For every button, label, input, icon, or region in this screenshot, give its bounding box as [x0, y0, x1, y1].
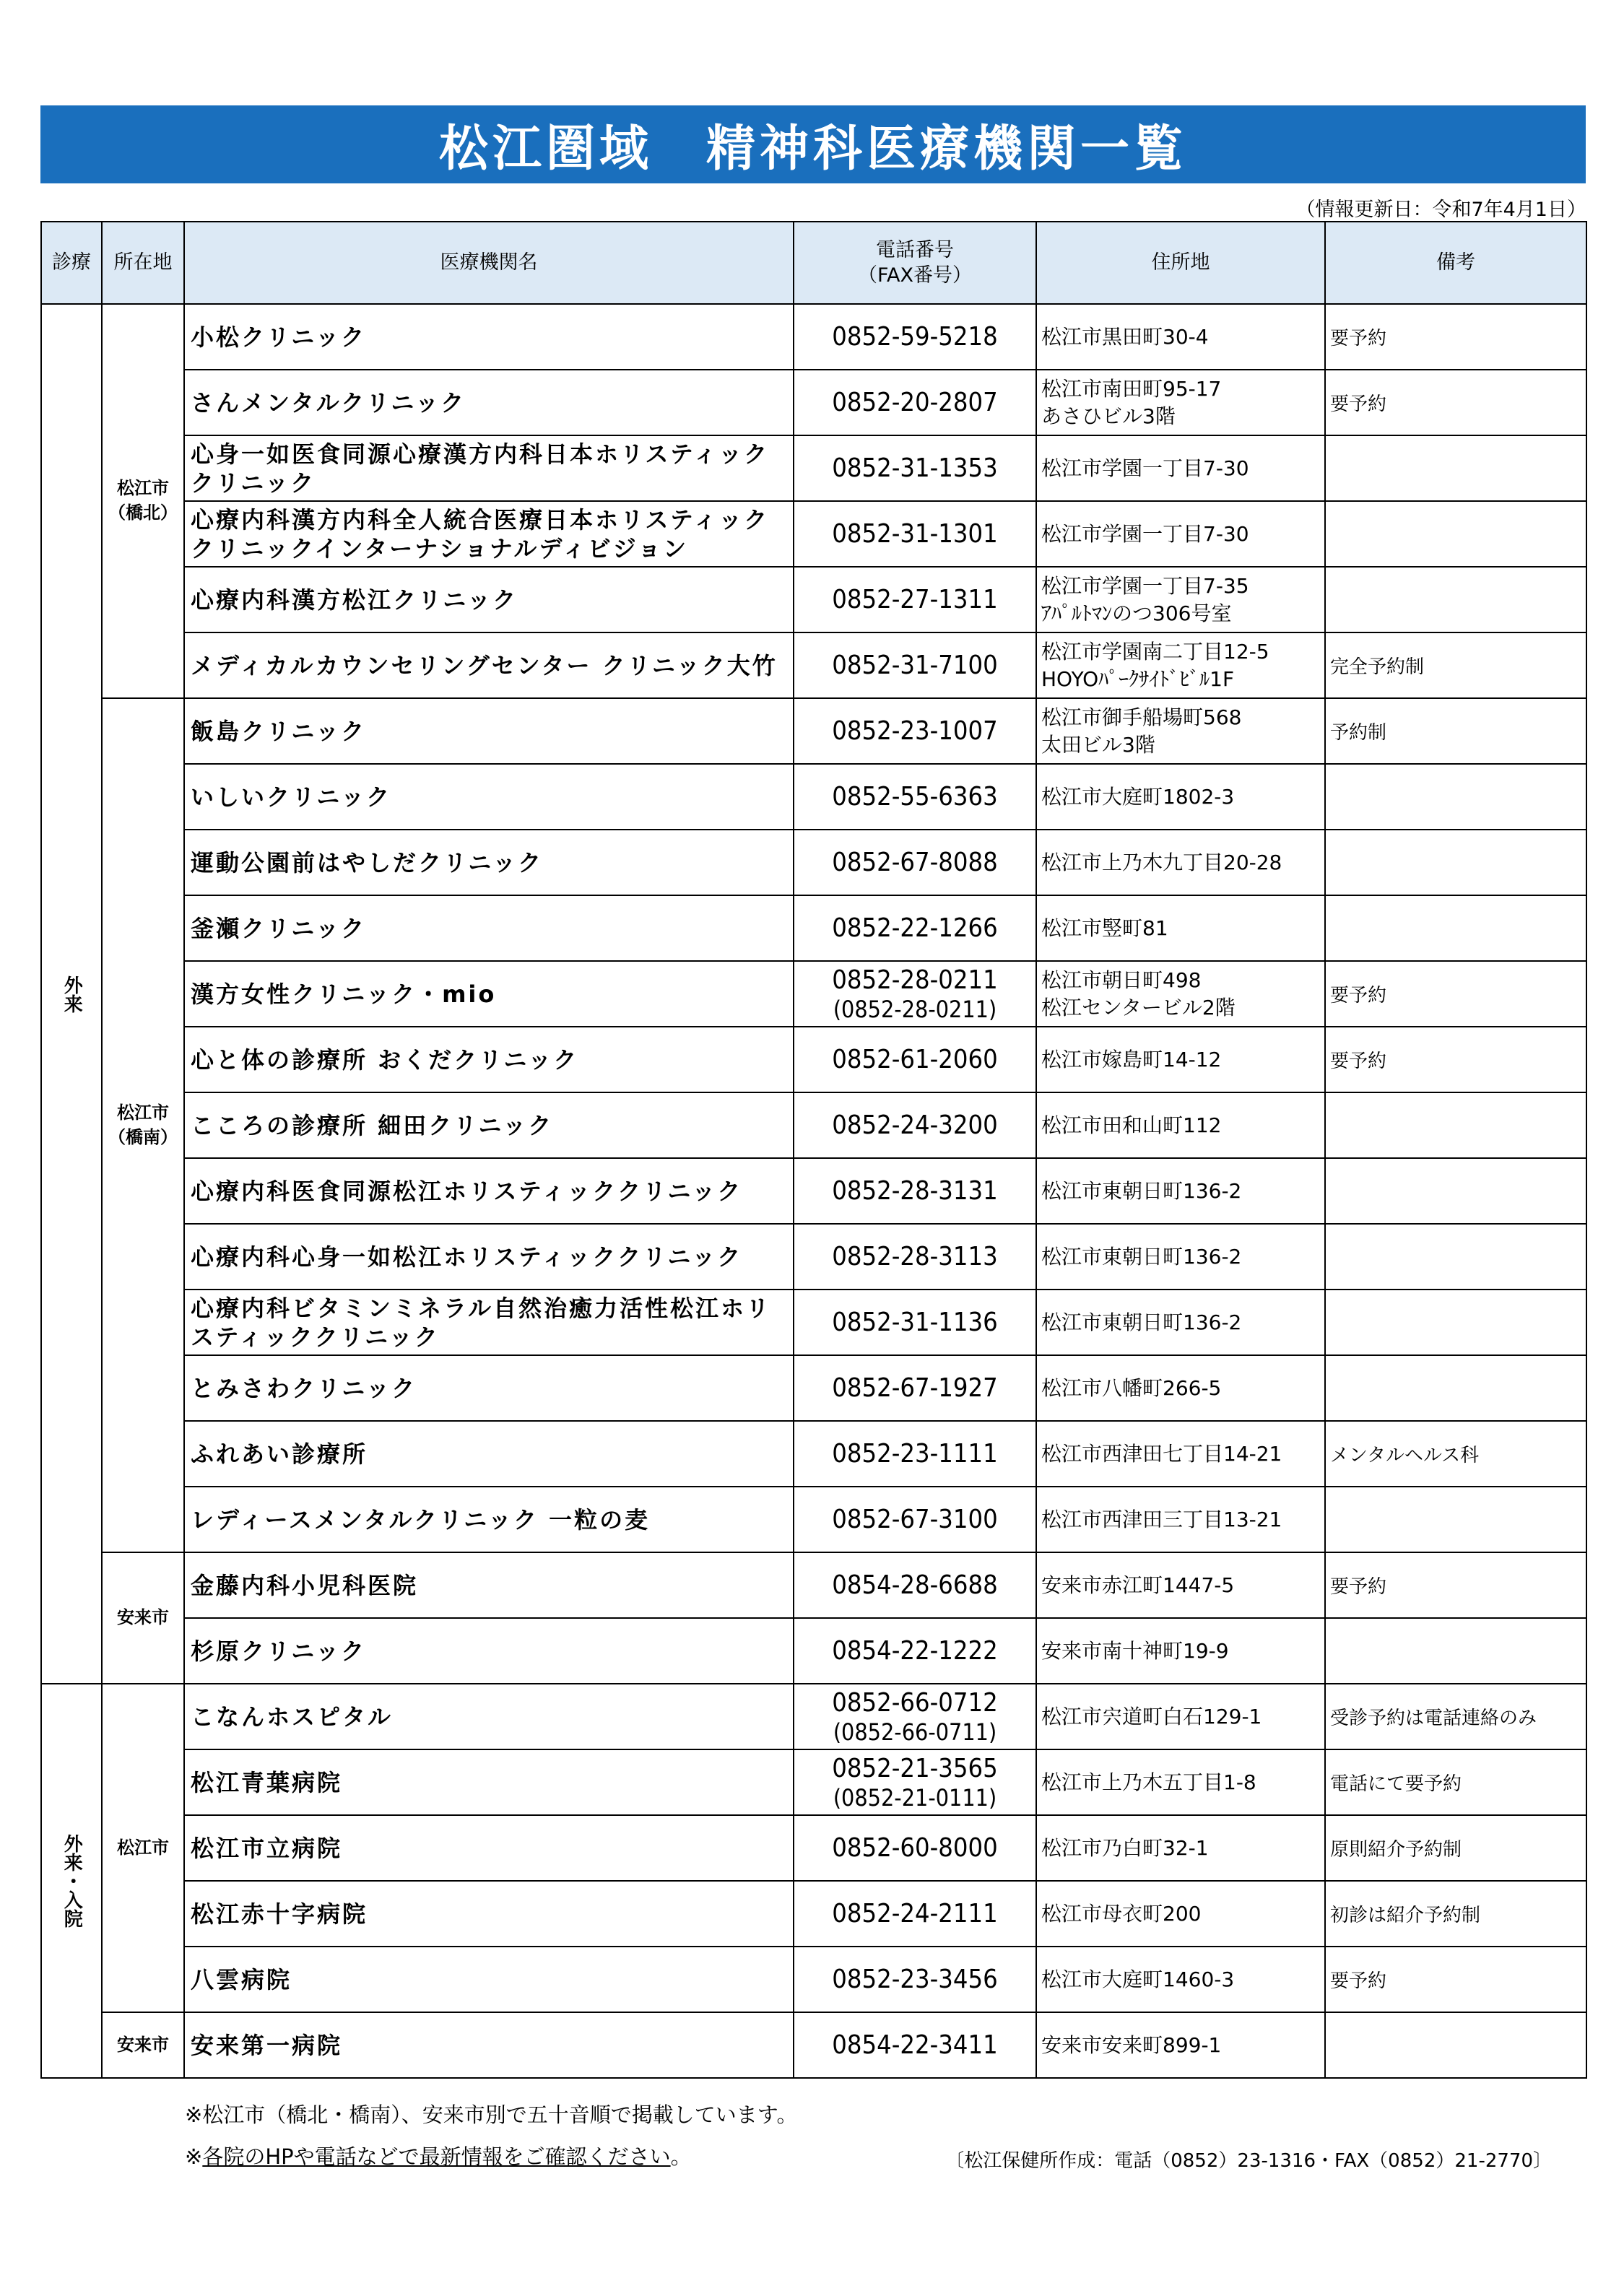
address-cell	[1036, 961, 1325, 1027]
note-cell	[1325, 1224, 1586, 1290]
page-title: 松江圏域 精神科医療機関一覧	[40, 105, 1586, 183]
table-row	[41, 435, 1586, 501]
phone-cell	[794, 1487, 1036, 1552]
header-location: 所在地	[102, 222, 184, 304]
phone-number: 0852-31-1353	[832, 453, 998, 483]
note-cell: 受診予約は電話連絡のみ	[1325, 1684, 1586, 1749]
phone-cell	[794, 370, 1036, 435]
address-line: 安来市赤江町1447-5	[1041, 1573, 1235, 1597]
footnote-2-prefix: ※	[185, 2144, 203, 2169]
phone-number: 0852-60-8000	[832, 1832, 998, 1863]
phone-number: 0852-28-0211	[832, 965, 998, 995]
facility-name: 松江赤十字病院	[184, 1881, 794, 1947]
table-row	[41, 501, 1586, 567]
note-cell: 要予約	[1325, 304, 1586, 370]
address-cell	[1036, 632, 1325, 698]
facility-name: 運動公園前はやしだクリニック	[184, 830, 794, 895]
phone-number: 0852-67-1927	[832, 1373, 998, 1403]
note-cell	[1325, 501, 1586, 567]
table-row	[41, 1815, 1586, 1881]
facility-name: 心療内科漢方内科全人統合医療日本ホリスティッククリニックインターナショナルディビジョン	[184, 501, 794, 567]
note-cell: 要予約	[1325, 1947, 1586, 2012]
note-cell	[1325, 1355, 1586, 1421]
fax-number: (0852-28-0211)	[833, 995, 997, 1023]
phone-number: 0852-21-3565	[832, 1753, 998, 1783]
location-label: 安来市	[117, 1607, 169, 1628]
address-line: 松江市学園一丁目7-30	[1041, 521, 1249, 546]
table-row	[41, 567, 1586, 632]
header-phone-line2: （FAX番号）	[857, 264, 973, 287]
footnote-2-suffix: 。	[670, 2144, 692, 2169]
address-line-2: ｱﾊﾟﾙﾄﾏﾝのつ306号室	[1041, 601, 1232, 625]
table-row	[41, 1421, 1586, 1487]
phone-cell	[794, 1158, 1036, 1224]
table-row	[41, 370, 1586, 435]
address-cell	[1036, 1684, 1325, 1749]
phone-cell	[794, 1552, 1036, 1618]
table-row	[41, 1749, 1586, 1815]
note-cell: 要予約	[1325, 961, 1586, 1027]
address-line: 松江市西津田三丁目13-21	[1041, 1507, 1282, 1531]
note-cell	[1325, 435, 1586, 501]
note-cell	[1325, 1158, 1586, 1224]
facility-name: 小松クリニック	[184, 304, 794, 370]
phone-cell	[794, 632, 1036, 698]
phone-cell	[794, 304, 1036, 370]
phone-cell	[794, 1027, 1036, 1092]
header-phone	[794, 222, 1036, 304]
address-cell	[1036, 1487, 1325, 1552]
address-cell	[1036, 895, 1325, 961]
phone-number: 0852-67-8088	[832, 847, 998, 877]
address-line: 松江市西津田七丁目14-21	[1041, 1441, 1282, 1466]
location-label: （橋北）	[108, 503, 178, 523]
address-line-2: HOYOﾊﾟｰｸｻｲﾄﾞﾋﾞﾙ1F	[1041, 666, 1235, 691]
note-cell: メンタルヘルス科	[1325, 1421, 1586, 1487]
address-line-2: あさひビル3階	[1041, 404, 1176, 428]
table-row	[41, 1224, 1586, 1290]
address-cell	[1036, 1290, 1325, 1355]
facility-table	[40, 221, 1587, 2079]
table-row	[41, 764, 1586, 830]
footnote-2-underlined: 各院のHPや電話などで最新情報をご確認ください	[202, 2144, 671, 2169]
phone-number: 0852-61-2060	[832, 1044, 998, 1074]
address-line-2: 松江センタービル2階	[1041, 995, 1236, 1019]
facility-name: 安来第一病院	[184, 2012, 794, 2078]
facility-name: 松江市立病院	[184, 1815, 794, 1881]
facility-name: いしいクリニック	[184, 764, 794, 830]
address-cell	[1036, 304, 1325, 370]
address-line: 松江市上乃木五丁目1-8	[1041, 1770, 1256, 1794]
phone-cell	[794, 1947, 1036, 2012]
address-cell	[1036, 1092, 1325, 1158]
address-cell	[1036, 1552, 1325, 1618]
location-group-cell	[102, 1684, 184, 2012]
address-line: 安来市南十神町19-9	[1041, 1638, 1229, 1663]
facility-name: とみさわクリニック	[184, 1355, 794, 1421]
phone-number: 0852-31-1301	[832, 518, 998, 549]
phone-cell	[794, 1290, 1036, 1355]
address-line: 松江市東朝日町136-2	[1041, 1178, 1242, 1203]
address-line: 松江市上乃木九丁目20-28	[1041, 850, 1282, 874]
address-line: 松江市大庭町1460-3	[1041, 1967, 1235, 1991]
note-cell: 完全予約制	[1325, 632, 1586, 698]
note-cell	[1325, 830, 1586, 895]
address-line: 安来市安来町899-1	[1041, 2032, 1222, 2057]
facility-name: 釜瀬クリニック	[184, 895, 794, 961]
phone-cell	[794, 567, 1036, 632]
location-label: 安来市	[117, 2034, 169, 2055]
note-cell: 予約制	[1325, 698, 1586, 764]
facility-name: 心療内科心身一如松江ホリスティッククリニック	[184, 1224, 794, 1290]
note-cell	[1325, 1092, 1586, 1158]
phone-number: 0852-59-5218	[832, 321, 998, 352]
location-group-cell	[102, 698, 184, 1552]
address-cell	[1036, 1224, 1325, 1290]
footnote-2	[185, 2136, 797, 2178]
footnotes	[185, 2094, 797, 2178]
address-cell	[1036, 1947, 1325, 2012]
phone-number: 0852-23-3456	[832, 1964, 998, 1994]
address-line: 松江市宍道町白石129-1	[1041, 1704, 1262, 1728]
phone-cell	[794, 961, 1036, 1027]
facility-name: 心療内科医食同源松江ホリスティッククリニック	[184, 1158, 794, 1224]
address-line: 松江市黒田町30-4	[1041, 324, 1209, 349]
address-cell	[1036, 1618, 1325, 1684]
note-cell	[1325, 1290, 1586, 1355]
address-line: 松江市田和山町112	[1041, 1113, 1222, 1137]
facility-name: 漢方女性クリニック・mio	[184, 961, 794, 1027]
table-row	[41, 632, 1586, 698]
table-row	[41, 895, 1586, 961]
phone-number: 0852-28-3131	[832, 1175, 998, 1206]
table-row	[41, 1552, 1586, 1618]
facility-name: こなんホスピタル	[184, 1684, 794, 1749]
fax-number: (0852-66-0711)	[833, 1718, 997, 1746]
phone-cell	[794, 1618, 1036, 1684]
phone-number: 0852-23-1007	[832, 716, 998, 746]
phone-number: 0852-31-7100	[832, 650, 998, 680]
address-line: 松江市南田町95-17	[1041, 376, 1222, 401]
table-row	[41, 1487, 1586, 1552]
table-row	[41, 698, 1586, 764]
address-cell	[1036, 1421, 1325, 1487]
location-label: （橋南）	[108, 1126, 178, 1147]
note-cell	[1325, 2012, 1586, 2078]
address-cell	[1036, 698, 1325, 764]
note-cell	[1325, 895, 1586, 961]
address-line: 松江市御手船場町568	[1041, 705, 1242, 729]
header-name: 医療機関名	[184, 222, 794, 304]
location-group-cell	[102, 304, 184, 698]
address-line: 松江市東朝日町136-2	[1041, 1244, 1242, 1269]
address-cell	[1036, 501, 1325, 567]
facility-name: 松江青葉病院	[184, 1749, 794, 1815]
table-row	[41, 1158, 1586, 1224]
address-line: 松江市母衣町200	[1041, 1901, 1202, 1926]
table-row	[41, 1355, 1586, 1421]
facility-name: 心と体の診療所 おくだクリニック	[184, 1027, 794, 1092]
address-cell	[1036, 1027, 1325, 1092]
location-label: 松江市	[117, 478, 169, 499]
credit-line: 〔松江保健所作成：電話（0852）23-1316・FAX（0852）21-2770〕	[945, 2150, 1552, 2172]
phone-number: 0852-22-1266	[832, 913, 998, 943]
facility-name: 杉原クリニック	[184, 1618, 794, 1684]
phone-number: 0852-24-2111	[832, 1898, 998, 1928]
table-row	[41, 1290, 1586, 1355]
address-cell	[1036, 1815, 1325, 1881]
phone-cell	[794, 1749, 1036, 1815]
phone-cell	[794, 501, 1036, 567]
address-cell	[1036, 830, 1325, 895]
address-cell	[1036, 435, 1325, 501]
address-cell	[1036, 1749, 1325, 1815]
header-diagnosis: 診療	[41, 222, 102, 304]
phone-cell	[794, 1224, 1036, 1290]
note-cell	[1325, 1618, 1586, 1684]
facility-name: 金藤内科小児科医院	[184, 1552, 794, 1618]
phone-number: 0852-20-2807	[832, 387, 998, 417]
address-line: 松江市乃白町32-1	[1041, 1835, 1209, 1860]
phone-number: 0852-28-3113	[832, 1241, 998, 1271]
table-row	[41, 1092, 1586, 1158]
fax-number: (0852-21-0111)	[833, 1783, 997, 1812]
address-cell	[1036, 567, 1325, 632]
table-row	[41, 961, 1586, 1027]
facility-name: こころの診療所 細田クリニック	[184, 1092, 794, 1158]
phone-cell	[794, 1881, 1036, 1947]
address-cell	[1036, 1355, 1325, 1421]
facility-name: 飯島クリニック	[184, 698, 794, 764]
note-cell	[1325, 764, 1586, 830]
facility-name: 八雲病院	[184, 1947, 794, 2012]
phone-number: 0852-24-3200	[832, 1110, 998, 1140]
location-group-cell	[102, 1552, 184, 1684]
phone-number: 0852-23-1111	[832, 1438, 998, 1469]
table-row	[41, 830, 1586, 895]
table-row	[41, 1947, 1586, 2012]
phone-cell	[794, 895, 1036, 961]
facility-name: 心身一如医食同源心療漢方内科日本ホリスティッククリニック	[184, 435, 794, 501]
address-line: 松江市大庭町1802-3	[1041, 784, 1235, 809]
note-cell: 要予約	[1325, 1027, 1586, 1092]
phone-cell	[794, 2012, 1036, 2078]
phone-cell	[794, 1815, 1036, 1881]
note-cell	[1325, 1487, 1586, 1552]
header-address: 住所地	[1036, 222, 1325, 304]
note-cell: 要予約	[1325, 370, 1586, 435]
address-line: 松江市学園南二丁目12-5	[1041, 639, 1269, 664]
phone-number: 0852-66-0712	[832, 1687, 998, 1718]
phone-cell	[794, 1092, 1036, 1158]
facility-name: レディースメンタルクリニック 一粒の麦	[184, 1487, 794, 1552]
facility-name: さんメンタルクリニック	[184, 370, 794, 435]
diagnosis-group-cell: 外来	[41, 304, 102, 1684]
table-row	[41, 1027, 1586, 1092]
address-cell	[1036, 1881, 1325, 1947]
update-date: （情報更新日：令和7年4月1日）	[1295, 199, 1586, 221]
phone-number: 0852-67-3100	[832, 1504, 998, 1534]
phone-number: 0852-31-1136	[832, 1307, 998, 1337]
diagnosis-group-cell: 外来・入院	[41, 1684, 102, 2078]
address-line: 松江市学園一丁目7-30	[1041, 456, 1249, 480]
location-label: 松江市	[117, 1102, 169, 1123]
phone-cell	[794, 1355, 1036, 1421]
note-cell	[1325, 567, 1586, 632]
facility-name: メディカルカウンセリングセンター クリニック大竹	[184, 632, 794, 698]
header-note: 備考	[1325, 222, 1586, 304]
note-cell: 電話にて要予約	[1325, 1749, 1586, 1815]
phone-number: 0854-22-1222	[832, 1635, 998, 1666]
address-line-2: 太田ビル3階	[1041, 732, 1155, 757]
address-line: 松江市東朝日町136-2	[1041, 1310, 1242, 1334]
address-line: 松江市竪町81	[1041, 916, 1168, 940]
header-phone-line1: 電話番号	[876, 238, 954, 261]
facility-name: 心療内科ビタミンミネラル自然治癒力活性松江ホリスティッククリニック	[184, 1290, 794, 1355]
phone-cell	[794, 1684, 1036, 1749]
footnote-1: ※松江市（橋北・橋南）、安来市別で五十音順で掲載しています。	[185, 2103, 798, 2127]
phone-number: 0852-55-6363	[832, 781, 998, 812]
note-cell: 要予約	[1325, 1552, 1586, 1618]
address-line: 松江市八幡町266-5	[1041, 1375, 1222, 1400]
phone-number: 0854-22-3411	[832, 2030, 998, 2060]
table-row	[41, 1618, 1586, 1684]
phone-cell	[794, 830, 1036, 895]
address-line: 松江市朝日町498	[1041, 967, 1202, 992]
phone-cell	[794, 435, 1036, 501]
phone-number: 0854-28-6688	[832, 1570, 998, 1600]
address-cell	[1036, 370, 1325, 435]
phone-number: 0852-27-1311	[832, 584, 998, 614]
address-line: 松江市学園一丁目7-35	[1041, 573, 1249, 598]
table-row	[41, 1684, 1586, 1749]
location-group-cell	[102, 2012, 184, 2078]
table-row	[41, 2012, 1586, 2078]
facility-name: ふれあい診療所	[184, 1421, 794, 1487]
address-cell	[1036, 2012, 1325, 2078]
header-row	[41, 222, 1586, 304]
note-cell: 原則紹介予約制	[1325, 1815, 1586, 1881]
address-cell	[1036, 764, 1325, 830]
phone-cell	[794, 1421, 1036, 1487]
facility-name: 心療内科漢方松江クリニック	[184, 567, 794, 632]
address-line: 松江市嫁島町14-12	[1041, 1047, 1222, 1071]
note-cell: 初診は紹介予約制	[1325, 1881, 1586, 1947]
address-cell	[1036, 1158, 1325, 1224]
phone-cell	[794, 698, 1036, 764]
table-row	[41, 1881, 1586, 1947]
table-row	[41, 304, 1586, 370]
phone-cell	[794, 764, 1036, 830]
location-label: 松江市	[117, 1837, 169, 1858]
